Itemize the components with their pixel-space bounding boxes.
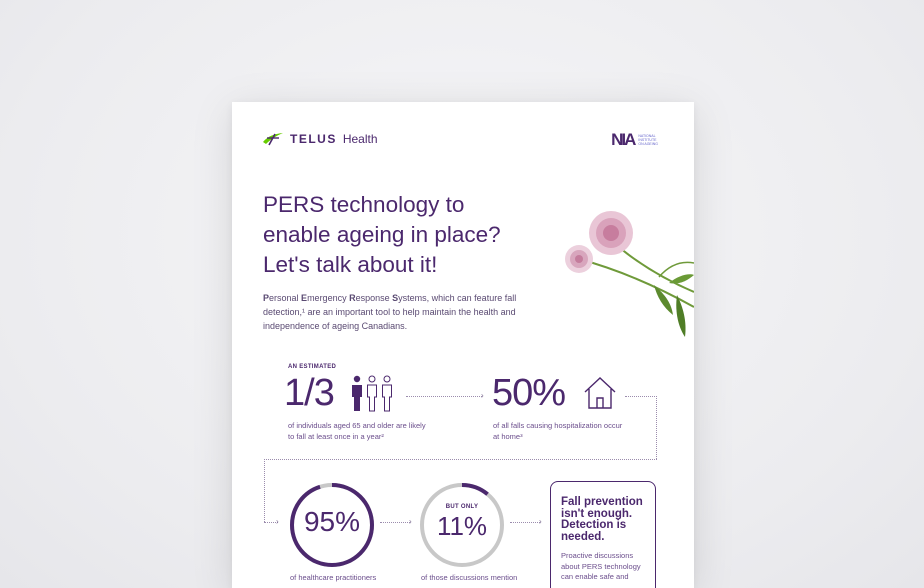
nia-line-2: INSTITUTE	[638, 138, 657, 142]
page-title: PERS technology to enable ageing in place? Let's talk about it!	[263, 192, 501, 277]
brand-suffix: Health	[342, 132, 378, 146]
callout-box	[550, 481, 656, 588]
stat-11-caption: of those discussions mention	[421, 573, 518, 582]
nia-logo	[611, 130, 658, 150]
telus-leaf-icon	[262, 132, 284, 146]
callout-body: Proactive discussions about PERS technology can enable safe and	[561, 551, 641, 581]
brand-name: TELUS	[290, 132, 337, 146]
ring-stat-95	[289, 482, 375, 568]
nia-line-3: ON AGEING	[638, 142, 658, 146]
connector-arrow-4: ›	[539, 517, 542, 526]
estimated-label: AN ESTIMATED	[288, 364, 337, 370]
nia-line-1: NATIONAL	[638, 134, 656, 138]
connector-dots-7	[380, 522, 410, 523]
connector-dots-4	[264, 459, 657, 460]
stat-one-third-caption: of individuals aged 65 and older are likely to fall at least once in a year²	[288, 421, 426, 441]
nia-mark: NIA	[611, 130, 635, 149]
house-icon	[582, 376, 618, 410]
connector-arrow-3: ›	[409, 517, 412, 526]
ring-stat-11	[419, 482, 505, 568]
stat-one-third: 1/3	[284, 372, 334, 414]
stat-95-value: 95%	[303, 506, 361, 537]
connector-dots-3	[656, 396, 657, 459]
stat-fifty-percent-caption: of all falls causing hospitalization occur at home³	[493, 421, 623, 441]
people-icon	[350, 374, 396, 414]
nia-text	[638, 134, 658, 146]
connector-dots-8	[510, 522, 540, 523]
connector-arrow-1: ›	[481, 391, 484, 400]
connector-dots-1	[406, 396, 482, 397]
flower-illustration	[559, 197, 694, 347]
stat-11-value: 11%	[436, 511, 488, 541]
connector-arrow-2: ›	[276, 517, 279, 526]
but-only-label: BUT ONLY	[445, 504, 479, 510]
telus-health-logo	[262, 132, 378, 146]
intro-paragraph: Personal Emergency Response Systems, which can feature fall detection,¹ are an important tool to help maintain the health and independence of ageing Canadians.	[263, 293, 517, 331]
stat-fifty-percent: 50%	[492, 372, 566, 414]
connector-dots-2	[625, 396, 657, 397]
callout-title: Fall prevention isn't enough. Detection is needed.	[561, 496, 643, 543]
connector-dots-5	[264, 459, 265, 522]
infographic-document	[232, 102, 694, 588]
stat-95-caption: of healthcare practitioners	[290, 573, 377, 582]
